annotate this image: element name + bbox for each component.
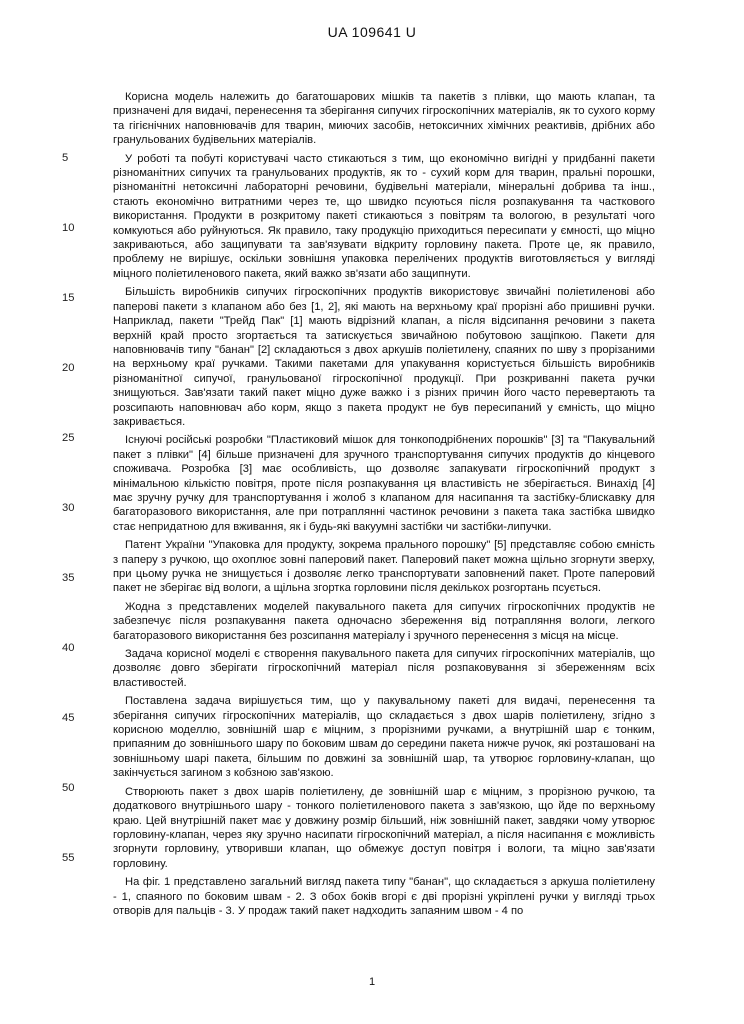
page-number: 1 xyxy=(368,976,376,988)
line-number: 40 xyxy=(62,642,75,654)
paragraph: Існуючі російські розробки "Пластиковий мішок для тонкоподрібнених порошків" [3] та "Пакувальний пакет з плівки" [4] більше призначені для зручного транспортування сипучих продуктів до кінцевого споживача. Розробка [3] має особливість, що дозволяє запакувати гігроскопічний продукт з мінімальною кількістю повітря, проте після розпакування ця властивість не зберігається. Винахід [4] має зручну ручку для транспортування і жолоб з клапаном для насипання та застібку-блискавку для багаторазового використання, але при потраплянні частинок речовини з пакета така застібка швидко стає непридатною для вживання, як і будь-які вакуумні застібки чи застібки-липучки. xyxy=(113,434,655,533)
paragraph: Патент України "Упаковка для продукту, зокрема пральнoго порошку" [5] представляє собою ємність з паперу з ручкою, що охоплює зовні паперовий пакет. Паперовий пакет можна щільно згорнути зверху, при цьому ручка не знищується і дозволяє легко транспортувати заповнений пакет. Проте паперовий пакет не зберігає від вологи, а щільна згортка горловини після декількох розгортань псується. xyxy=(113,539,655,595)
paragraph: Корисна модель належить до багатошарових мішків та пакетів з плівки, що мають клапан, та призначені для видачі, перенесення та зберігання сипучих гігроскопічних матеріалів, як то сухого корму та гігієнічних наповнювачів для тварин, миючих засобів, нетоксичних хімічних реактивів, дрібних або гранульованих будівельних матеріалів. xyxy=(113,91,655,147)
line-number: 10 xyxy=(62,222,75,234)
description-body xyxy=(113,90,655,922)
line-number: 45 xyxy=(62,712,75,724)
line-number: 55 xyxy=(62,852,75,864)
paragraph: На фіг. 1 представлено загальний вигляд пакета типу "банан", що складається з аркуша поліетилену - 1, спаяного по боковим швам - 2. З обох боків вгорі є дві прорізні укріплені ручки у вигляді трьох отворів для пальців - 3. У продаж такий пакет надходить запаяним швом - 4 по xyxy=(113,876,655,917)
paragraph: Поставлена задача вирішується тим, що у пакувальному пакеті для видачі, перенесення та зберігання сипучих гігроскопічних матеріалів, що складається з двох шарів поліетилену, згідно з корисною моделлю, зовнішній шар є міцним, з прорізними ручками, а внутрішній шар є тонким, припаяним до зовнішнього шару по боковим швам до середини пакета нижче ручок, які розташовані на зовнішньому шарі пакета, більшим по довжині за зовнішній шар, та утворює горловину-клапан, що закінчується загином з кобзною зав'язкою. xyxy=(113,695,655,780)
line-number: 25 xyxy=(62,432,75,444)
line-number: 30 xyxy=(62,502,75,514)
paragraph: Створюють пакет з двох шарів поліетилену, де зовнішній шар є міцним, з прорізною ручкою, та додаткового внутрішнього шару - тонкого поліетиленового пакета з зав'язкою, що йде по верхньому краю. Цей внутрішній пакет має у довжину розмір більший, ніж зовнішній пакет, завдяки чому утворює горловину-клапан, через яку зручно насипати гігроскопічний матеріал, а після насипання є можливість згорнути горловину, утворивши клапан, що обмежує доступ повітря і вологи, та міцно зав'язати горловину. xyxy=(113,785,655,870)
line-number: 20 xyxy=(62,362,75,374)
paragraph: У роботі та побуті користувачі часто стикаються з тим, що економічно вигідні у придбанні пакети різноманітних сипучих та гранульованих продуктів, як то - сухий корм для тварин, пральні порошки, різноманітні нетоксичні лабораторні речовини, будівельні матеріали, мінеральні добрива та інш., стають економічно витратними через те, що швидко псуються після розпакування та часткового використання. Продукти в розкритому пакеті стикаються з повітрям та вологою, в результаті чого комкуються або руйнуються. Як правило, таку продукцію приходиться пересипати у ємності, що міцно закриваються, або защипувати та зав'язувати відкриту горловину пакета. Проте це, як правило, проблему не вирішує, оскільки зовнішня упаковка перелічених продуктів виготовляється у вигляді міцного поліетиленового пакета, який важко зв'язати або защипнути. xyxy=(113,152,655,280)
line-number: 15 xyxy=(62,292,75,304)
line-number: 5 xyxy=(62,152,69,164)
paragraph: Задача корисної моделі є створення пакувального пакета для сипучих гігроскопічних матеріалів, що дозволяє довго зберігати гігроскопічний матеріал після розпаковування зі збереженням всіх властивостей. xyxy=(113,648,655,689)
line-number: 35 xyxy=(62,572,75,584)
paragraph: Жодна з представлених моделей пакувального пакета для сипучих гігроскопічних продуктів не забезпечує після розпакування пакета одночасно збереження від потрапляння вологи, легкого багаторазового використання без розсипання матеріалу і зручного перенесення з місця на місце. xyxy=(113,600,655,642)
line-number: 50 xyxy=(62,782,75,794)
paragraph: Більшість виробників сипучих гігроскопічних продуктів використовує звичайні поліетиленові або паперові пакети з клапаном або без [1, 2], які мають на верхньому краї прорізні або пришивні ручки. Наприклад, пакети "Трейд Пак" [1] мають відрізний клапан, а після відсипання речовини з пакета верхній край просто згортається та затискується звичайною побутовою защіпкою. Пакети для наповнювачів типу "банан" [2] складаються з двох аркушів поліетилену, спаяних по шву з прорізаними на верхньому краї ручками. Такими пакетами для упакування користується більшість виробників різноманітної сипучої, гранульованої гігроскопічної продукції. При розкриванні пакета ручки знищуються. Зав'язати такий пакет міцно дуже важко і з різних причин його часто перевертають та розсипають наповнювач або корм, якщо з пакета продукт не був пересипаний у ємність, що міцно закривається. xyxy=(113,286,655,428)
patent-number: UA 109641 U xyxy=(327,24,417,40)
